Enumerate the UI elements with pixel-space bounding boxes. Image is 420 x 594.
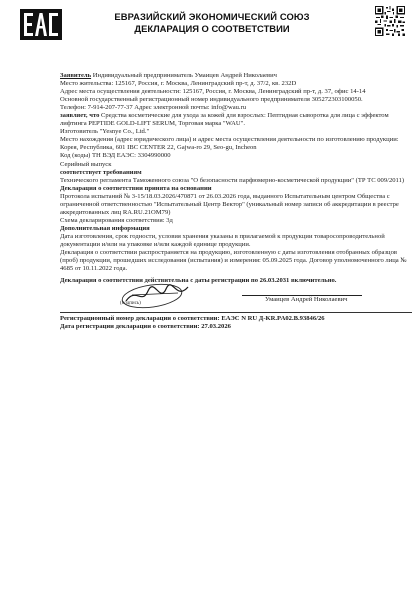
registration-date-line: [60, 323, 412, 331]
validity-suffix: включительно.: [289, 277, 337, 285]
manufacturer: Изготовитель "Yesnye Co., Ltd.": [60, 128, 150, 136]
declarant-line: [60, 72, 412, 80]
additional-info-text-1: Дата изготовления, срок годности, условия хранения указаны в прилагаемой к продукции товаросопроводительной документации и/или на упаковке и/или каждой единице продукции.: [60, 232, 385, 248]
additional-info-text-2: Декларация о соответствии распространяется на продукцию, изготовленную с даты изготовления отобранных образцов (проб) продукции, прошедших исследования (испытания) и измерения: 05.09.2025 года. Договор уполномоченного лица № 4685 от 10.11.2022 года.: [60, 249, 407, 273]
requirements-title: соответствует требованиям: [60, 168, 142, 176]
batch-type: Серийный выпуск: [60, 160, 112, 168]
validity-date: 26.03.2031: [259, 277, 290, 285]
contacts: Телефон: 7-914-207-77-37 Адрес электронной почты: info@wau.ru: [60, 104, 247, 112]
additional-info-title: Дополнительная информация: [60, 224, 150, 232]
basis-text: Протокола испытаний № 3-15/18.03.2026/470871 от 26.03.2026 года, выданного Испытательным центром Общества с ограниченной ответственностью "Испытательный Центр Вектор" (уникальный номер записи об аккредитации в реестре аккредитованных лиц RA.RU.21OM79): [60, 192, 399, 216]
residence-address: Место жительства: 125167, Россия, г. Москва, Ленинградский пр-т, д. 37/2, кв. 232D: [60, 80, 297, 88]
registration-date-label: Дата регистрации декларации о соответствии:: [60, 323, 202, 331]
basis-title: Декларация о соответствии принята на основании: [60, 184, 212, 192]
hs-code: Код (коды) ТН ВЭД ЕАЭС: 3304990000: [60, 152, 171, 160]
product-description: Средства косметические для ухода за кожей для взрослых: Пептидная сыворотка для лица с эффектом лифтинга PEPTIDE GOLD-LIFT SERUM, Торговая марка "WAU".: [60, 112, 389, 128]
signatory-name: Умаицев Андрей Николаевич: [265, 296, 348, 304]
signature-row: [60, 287, 412, 309]
separator: [60, 312, 412, 313]
ogrn-number: Основной государственный регистрационный номер индивидуального предпринимателя 305272303100050.: [60, 96, 363, 104]
declarant-label: Заявитель: [60, 72, 92, 79]
qr-code-icon: [375, 6, 405, 36]
validity-text: Декларация о соответствии действительна с даты регистрации по: [60, 277, 260, 285]
signature-caption: (подпись): [120, 301, 141, 307]
manufacturer-address: Место нахождения (адрес юридического лица) и адрес места осуществления деятельности по изготовлению продукции: Корея, Республика, 601 IBC CENTER 22, Gajwa-ro 29, Seo-gu, Incheon: [60, 136, 399, 152]
validity-line: [60, 277, 412, 285]
eac-logo: [20, 9, 62, 40]
registration-number: ЕАЭС N RU Д-KR.PA02.B.93846/26: [221, 315, 325, 323]
activity-address: Адрес места осуществления деятельности: 125167, Россия, г. Москва, Ленинградский пр-т, д. 37, офис 14-14: [60, 88, 366, 96]
declarant-name: Индивидуальный предприниматель Умаицев Андрей Николаевич: [91, 72, 277, 79]
registration-number-line: [60, 315, 412, 323]
requirements-text: Технического регламента Таможенного союза "О безопасности парфюмерно-косметической продукции" (ТР ТС 009/2011): [60, 176, 405, 184]
union-title: ЕВРАЗИЙСКИЙ ЭКОНОМИЧЕСКИЙ СОЮЗ: [114, 11, 310, 22]
product-line: [60, 112, 412, 128]
registration-date: 27.03.2026: [201, 323, 231, 331]
declares-label: заявляет, что: [60, 112, 100, 120]
declaration-body: [60, 72, 412, 331]
registration-number-label: Регистрационный номер декларации о соответствии:: [60, 315, 222, 323]
document-title: ДЕКЛАРАЦИЯ О СООТВЕТСТВИИ: [134, 23, 290, 34]
conformity-scheme: Схема декларирования соответствия: 3д: [60, 216, 173, 224]
